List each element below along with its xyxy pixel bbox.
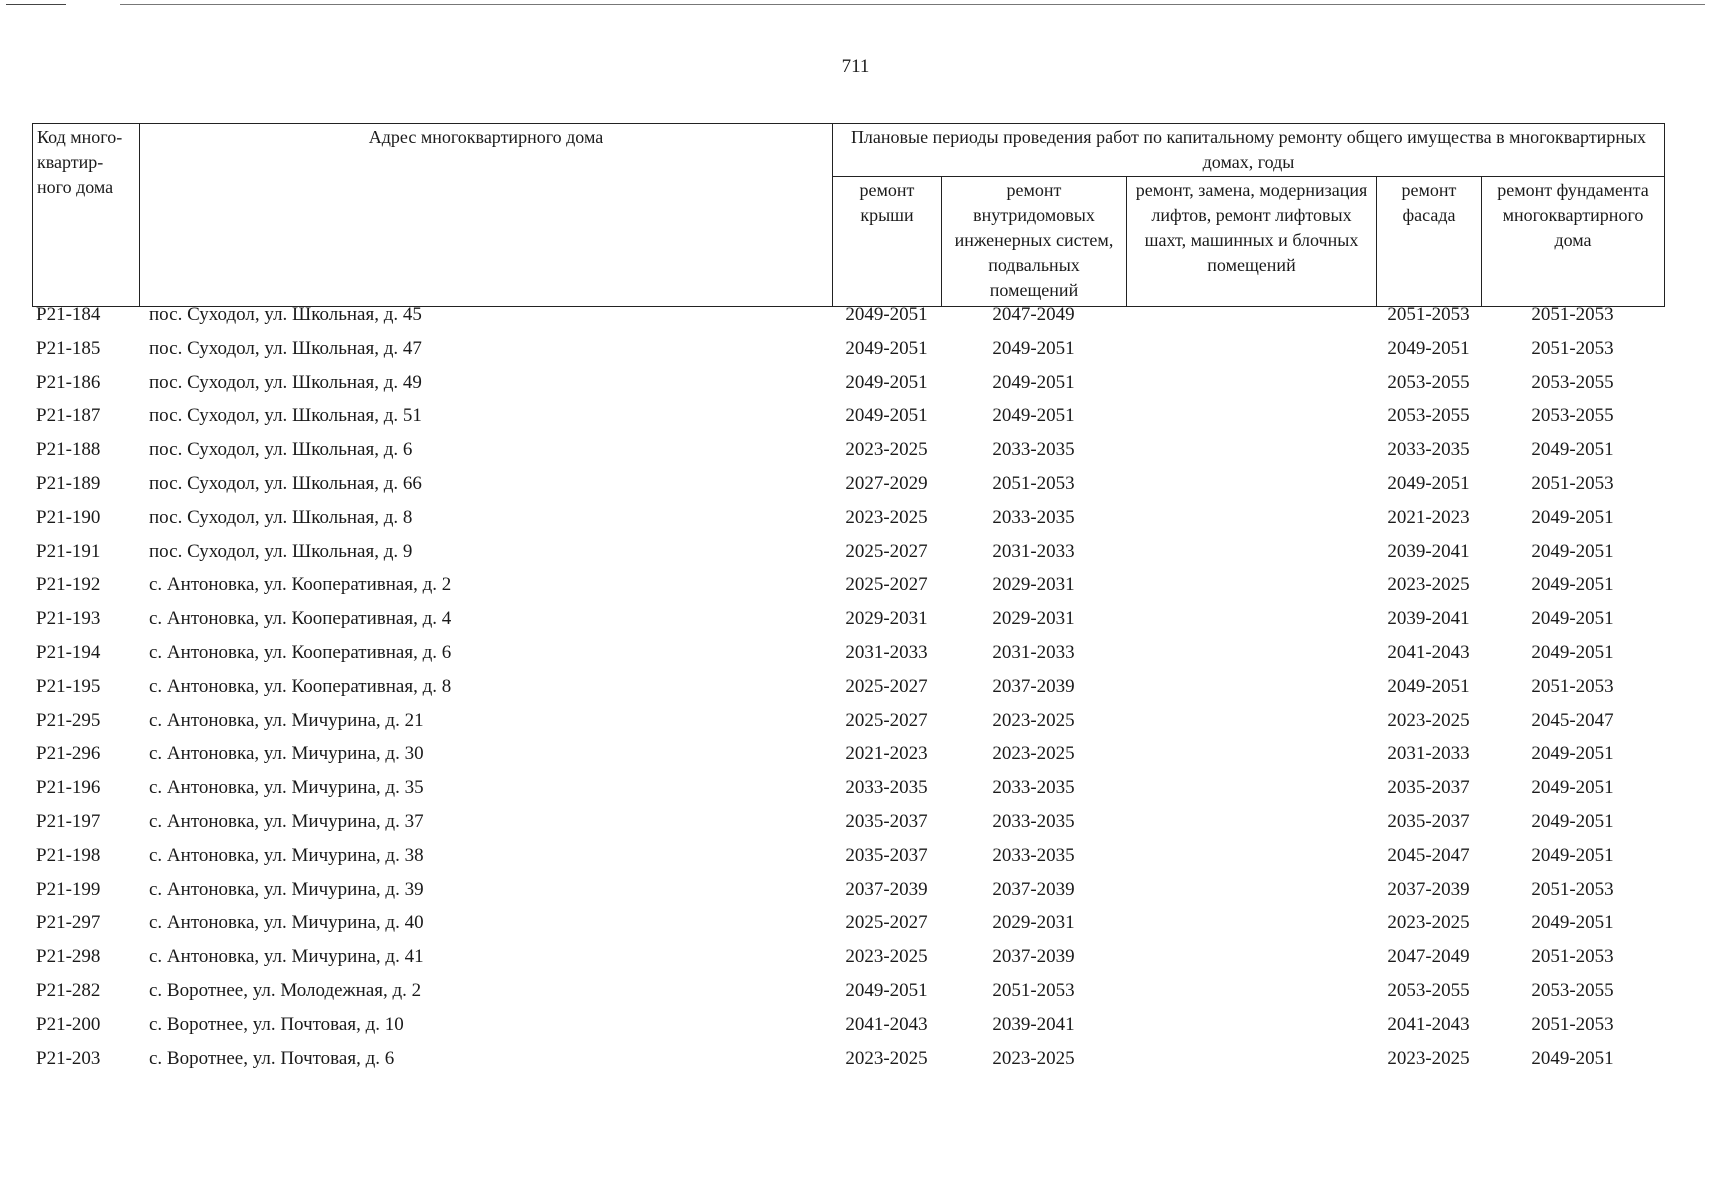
cell-elevator (1126, 811, 1376, 845)
cell-engineering: 2029-2031 (992, 912, 1075, 934)
cell-facade: 2033-2035 (1387, 439, 1470, 461)
cell-facade: 2039-2041 (1387, 540, 1470, 562)
cell-engineering: 2047-2049 (992, 304, 1075, 325)
cell-roof: 2049-2051 (845, 337, 928, 359)
cell-code: Р21-197 (36, 810, 101, 832)
cell-roof: 2029-2031 (845, 608, 928, 630)
header-elevator: ремонт, замена, модернизация лифтов, ремонт лифтовых шахт, машинных и блочных помещений (1127, 177, 1377, 307)
table-row (32, 710, 1664, 744)
cell-engineering: 2023-2025 (992, 709, 1075, 731)
header-roof: ремонт крыши (833, 177, 942, 307)
cell-elevator (1126, 541, 1376, 575)
table-row (32, 879, 1664, 913)
cell-facade: 2031-2033 (1387, 743, 1470, 765)
cell-code: Р21-188 (36, 439, 101, 461)
cell-engineering: 2031-2033 (992, 641, 1075, 663)
cell-engineering: 2033-2035 (992, 506, 1075, 528)
cell-roof: 2023-2025 (845, 1047, 928, 1069)
table-row (32, 743, 1664, 777)
cell-code: Р21-297 (36, 912, 101, 934)
top-rule-right (120, 4, 1705, 5)
cell-facade: 2053-2055 (1387, 405, 1470, 427)
cell-address: с. Антоновка, ул. Кооперативная, д. 6 (149, 641, 452, 663)
table-row (32, 405, 1664, 439)
cell-roof: 2025-2027 (845, 709, 928, 731)
cell-engineering: 2029-2031 (992, 608, 1075, 630)
cell-foundation: 2051-2053 (1531, 878, 1614, 900)
cell-foundation: 2049-2051 (1531, 574, 1614, 596)
cell-foundation: 2049-2051 (1531, 506, 1614, 528)
cell-elevator (1126, 642, 1376, 676)
cell-code: Р21-187 (36, 405, 101, 427)
cell-facade: 2053-2055 (1387, 979, 1470, 1001)
table-row (32, 608, 1664, 642)
cell-roof: 2025-2027 (845, 675, 928, 697)
cell-elevator (1126, 743, 1376, 777)
header-foundation: ремонт фундамента многоквартирного дома (1482, 177, 1665, 307)
table-row (32, 507, 1664, 541)
cell-facade: 2049-2051 (1387, 337, 1470, 359)
cell-code: Р21-189 (36, 472, 101, 494)
cell-address: с. Антоновка, ул. Кооперативная, д. 2 (149, 574, 452, 596)
header-facade: ремонт фасада (1377, 177, 1482, 307)
cell-engineering: 2051-2053 (992, 979, 1075, 1001)
table-row (32, 777, 1664, 811)
cell-facade: 2049-2051 (1387, 472, 1470, 494)
cell-address: с. Воротнее, ул. Почтовая, д. 6 (149, 1047, 395, 1069)
page-number: 711 (841, 56, 870, 77)
table-row (32, 1014, 1664, 1048)
cell-elevator (1126, 980, 1376, 1014)
cell-engineering: 2033-2035 (992, 777, 1075, 799)
cell-foundation: 2049-2051 (1531, 844, 1614, 866)
cell-roof: 2037-2039 (845, 878, 928, 900)
cell-roof: 2025-2027 (845, 574, 928, 596)
cell-address: с. Антоновка, ул. Мичурина, д. 35 (149, 777, 424, 799)
cell-elevator (1126, 574, 1376, 608)
cell-foundation: 2049-2051 (1531, 743, 1614, 765)
cell-address: с. Антоновка, ул. Мичурина, д. 21 (149, 709, 424, 731)
cell-address: с. Антоновка, ул. Мичурина, д. 37 (149, 810, 424, 832)
cell-engineering: 2033-2035 (992, 844, 1075, 866)
cell-facade: 2041-2043 (1387, 1013, 1470, 1035)
cell-code: Р21-295 (36, 709, 101, 731)
cell-code: Р21-200 (36, 1013, 101, 1035)
cell-code: Р21-199 (36, 878, 101, 900)
cell-roof: 2023-2025 (845, 506, 928, 528)
cell-foundation: 2045-2047 (1531, 709, 1614, 731)
cell-facade: 2023-2025 (1387, 574, 1470, 596)
table-row (32, 845, 1664, 879)
cell-address: с. Антоновка, ул. Мичурина, д. 38 (149, 844, 424, 866)
cell-roof: 2049-2051 (845, 371, 928, 393)
table-row (32, 912, 1664, 946)
cell-roof: 2049-2051 (845, 405, 928, 427)
cell-roof: 2035-2037 (845, 844, 928, 866)
header-periods: Плановые периоды проведения работ по капитальному ремонту общего имущества в многоквартирных домах, годы (833, 124, 1665, 177)
cell-address: пос. Суходол, ул. Школьная, д. 6 (149, 439, 413, 461)
cell-foundation: 2051-2053 (1531, 675, 1614, 697)
cell-address: пос. Суходол, ул. Школьная, д. 9 (149, 540, 413, 562)
cell-foundation: 2053-2055 (1531, 371, 1614, 393)
cell-foundation: 2051-2053 (1531, 1013, 1614, 1035)
cell-address: пос. Суходол, ул. Школьная, д. 8 (149, 506, 413, 528)
cell-engineering: 2049-2051 (992, 371, 1075, 393)
cell-roof: 2023-2025 (845, 946, 928, 968)
cell-engineering: 2033-2035 (992, 439, 1075, 461)
cell-elevator (1126, 608, 1376, 642)
header-address: Адрес многоквартирного дома (140, 124, 833, 307)
cell-elevator (1126, 1048, 1376, 1082)
cell-elevator (1126, 439, 1376, 473)
cell-code: Р21-203 (36, 1047, 101, 1069)
cell-engineering: 2023-2025 (992, 743, 1075, 765)
cell-facade: 2035-2037 (1387, 777, 1470, 799)
cell-elevator (1126, 473, 1376, 507)
top-rule-left (6, 4, 66, 5)
cell-code: Р21-192 (36, 574, 101, 596)
cell-address: с. Антоновка, ул. Мичурина, д. 39 (149, 878, 424, 900)
cell-address: пос. Суходол, ул. Школьная, д. 49 (149, 371, 422, 393)
cell-code: Р21-195 (36, 675, 101, 697)
cell-foundation: 2053-2055 (1531, 405, 1614, 427)
cell-facade: 2023-2025 (1387, 912, 1470, 934)
cell-foundation: 2051-2053 (1531, 304, 1614, 325)
cell-code: Р21-190 (36, 506, 101, 528)
table-row (32, 473, 1664, 507)
cell-roof: 2023-2025 (845, 439, 928, 461)
cell-engineering: 2037-2039 (992, 878, 1075, 900)
cell-elevator (1126, 710, 1376, 744)
cell-code: Р21-282 (36, 979, 101, 1001)
data-table (32, 304, 1664, 1081)
table-row (32, 541, 1664, 575)
cell-address: пос. Суходол, ул. Школьная, д. 47 (149, 337, 422, 359)
cell-elevator (1126, 507, 1376, 541)
cell-foundation: 2049-2051 (1531, 912, 1614, 934)
table-row (32, 439, 1664, 473)
cell-facade: 2023-2025 (1387, 1047, 1470, 1069)
cell-engineering: 2031-2033 (992, 540, 1075, 562)
table-row (32, 946, 1664, 980)
cell-address: с. Антоновка, ул. Кооперативная, д. 8 (149, 675, 452, 697)
cell-foundation: 2049-2051 (1531, 810, 1614, 832)
cell-engineering: 2049-2051 (992, 337, 1075, 359)
cell-facade: 2047-2049 (1387, 946, 1470, 968)
cell-facade: 2035-2037 (1387, 810, 1470, 832)
cell-code: Р21-185 (36, 337, 101, 359)
cell-facade: 2051-2053 (1387, 304, 1470, 325)
cell-engineering: 2037-2039 (992, 946, 1075, 968)
cell-roof: 2021-2023 (845, 743, 928, 765)
header-engineering: ремонт внутридомовых инженерных систем, подвальных помещений (942, 177, 1127, 307)
cell-elevator (1126, 338, 1376, 372)
cell-foundation: 2049-2051 (1531, 540, 1614, 562)
cell-foundation: 2049-2051 (1531, 608, 1614, 630)
table-row (32, 1048, 1664, 1082)
table-row (32, 980, 1664, 1014)
cell-foundation: 2053-2055 (1531, 979, 1614, 1001)
cell-elevator (1126, 405, 1376, 439)
cell-engineering: 2037-2039 (992, 675, 1075, 697)
cell-elevator (1126, 879, 1376, 913)
cell-address: пос. Суходол, ул. Школьная, д. 51 (149, 405, 422, 427)
cell-facade: 2041-2043 (1387, 641, 1470, 663)
table-row (32, 642, 1664, 676)
cell-roof: 2035-2037 (845, 810, 928, 832)
cell-facade: 2023-2025 (1387, 709, 1470, 731)
cell-foundation: 2051-2053 (1531, 472, 1614, 494)
cell-elevator (1126, 845, 1376, 879)
cell-elevator (1126, 1014, 1376, 1048)
cell-code: Р21-191 (36, 540, 101, 562)
cell-roof: 2025-2027 (845, 540, 928, 562)
cell-facade: 2021-2023 (1387, 506, 1470, 528)
cell-roof: 2031-2033 (845, 641, 928, 663)
cell-facade: 2049-2051 (1387, 675, 1470, 697)
cell-foundation: 2051-2053 (1531, 946, 1614, 968)
table-row (32, 574, 1664, 608)
cell-elevator (1126, 304, 1376, 338)
cell-facade: 2039-2041 (1387, 608, 1470, 630)
cell-address: с. Воротнее, ул. Молодежная, д. 2 (149, 979, 422, 1001)
cell-code: Р21-186 (36, 371, 101, 393)
cell-foundation: 2051-2053 (1531, 337, 1614, 359)
cell-roof: 2033-2035 (845, 777, 928, 799)
cell-engineering: 2029-2031 (992, 574, 1075, 596)
cell-engineering: 2023-2025 (992, 1047, 1075, 1069)
table-row (32, 676, 1664, 710)
table-row (32, 372, 1664, 406)
cell-address: с. Антоновка, ул. Мичурина, д. 40 (149, 912, 424, 934)
cell-foundation: 2049-2051 (1531, 439, 1614, 461)
header-code: Код много-квартир-ного дома (33, 124, 140, 307)
cell-facade: 2045-2047 (1387, 844, 1470, 866)
cell-elevator (1126, 777, 1376, 811)
cell-roof: 2025-2027 (845, 912, 928, 934)
table-row (32, 811, 1664, 845)
cell-roof: 2049-2051 (845, 979, 928, 1001)
cell-code: Р21-298 (36, 946, 101, 968)
cell-address: пос. Суходол, ул. Школьная, д. 66 (149, 472, 422, 494)
table-header (32, 123, 1665, 307)
cell-address: с. Воротнее, ул. Почтовая, д. 10 (149, 1013, 404, 1035)
cell-foundation: 2049-2051 (1531, 641, 1614, 663)
cell-roof: 2027-2029 (845, 472, 928, 494)
cell-code: Р21-198 (36, 844, 101, 866)
cell-code: Р21-193 (36, 608, 101, 630)
cell-elevator (1126, 372, 1376, 406)
cell-roof: 2041-2043 (845, 1013, 928, 1035)
cell-address: пос. Суходол, ул. Школьная, д. 45 (149, 304, 422, 325)
cell-elevator (1126, 912, 1376, 946)
cell-elevator (1126, 676, 1376, 710)
cell-foundation: 2049-2051 (1531, 1047, 1614, 1069)
cell-facade: 2053-2055 (1387, 371, 1470, 393)
cell-foundation: 2049-2051 (1531, 777, 1614, 799)
cell-engineering: 2051-2053 (992, 472, 1075, 494)
cell-code: Р21-184 (36, 304, 101, 325)
cell-code: Р21-194 (36, 641, 101, 663)
cell-engineering: 2033-2035 (992, 810, 1075, 832)
cell-address: с. Антоновка, ул. Кооперативная, д. 4 (149, 608, 452, 630)
cell-engineering: 2039-2041 (992, 1013, 1075, 1035)
cell-elevator (1126, 946, 1376, 980)
cell-address: с. Антоновка, ул. Мичурина, д. 41 (149, 946, 424, 968)
cell-engineering: 2049-2051 (992, 405, 1075, 427)
table-row (32, 338, 1664, 372)
cell-code: Р21-296 (36, 743, 101, 765)
cell-roof: 2049-2051 (845, 304, 928, 325)
cell-code: Р21-196 (36, 777, 101, 799)
cell-facade: 2037-2039 (1387, 878, 1470, 900)
cell-address: с. Антоновка, ул. Мичурина, д. 30 (149, 743, 424, 765)
table-row (32, 304, 1664, 338)
